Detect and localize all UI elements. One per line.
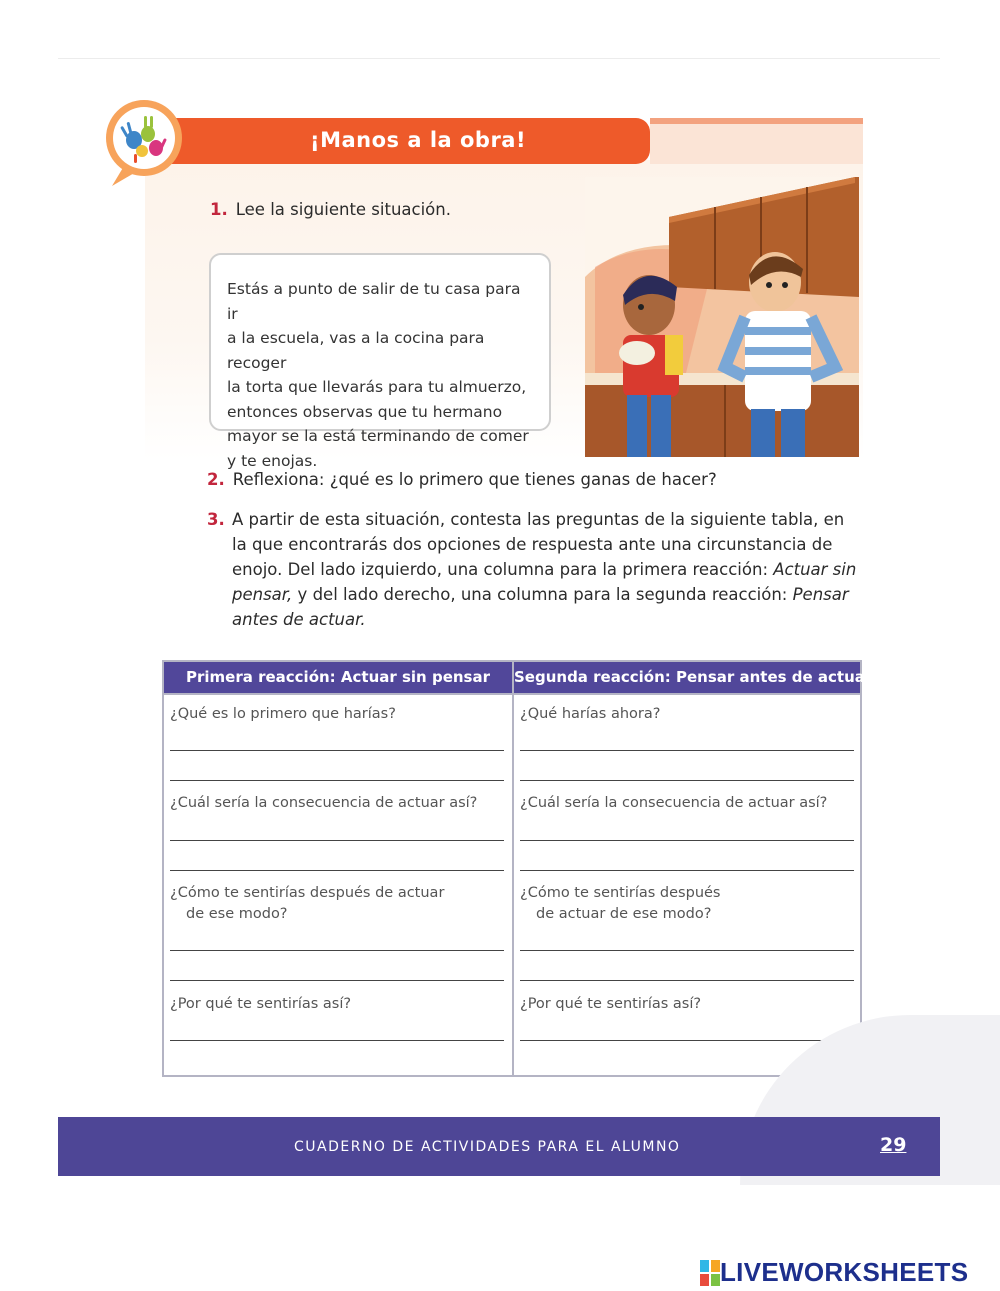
question-label-continued: de actuar de ese modo?: [536, 906, 712, 922]
step-3: [207, 507, 857, 632]
question-label: ¿Cuál sería la consecuencia de actuar así?: [170, 795, 478, 811]
footer-text: CUADERNO DE ACTIVIDADES PARA EL ALUMNO: [294, 1139, 681, 1155]
step-2: [207, 467, 717, 492]
page-footer: [58, 1117, 940, 1176]
situation-line: y te enojas.: [227, 451, 318, 470]
answer-input[interactable]: [520, 926, 854, 952]
question-label-continued: de ese modo?: [186, 906, 288, 922]
step-1-text: Lee la siguiente situación.: [235, 200, 451, 219]
answer-input[interactable]: [170, 956, 504, 982]
step-3-number: 3.: [207, 510, 225, 529]
section-banner: [160, 118, 863, 164]
question-label: ¿Qué harías ahora?: [520, 706, 661, 722]
reaction-table: [162, 660, 873, 1077]
question-label: ¿Cómo te sentirías después de actuar: [170, 885, 445, 901]
question-label: ¿Qué es lo primero que harías?: [170, 706, 396, 722]
column-header-second-reaction: Segunda reacción: Pensar antes de actuar: [514, 662, 860, 693]
liveworksheets-badge-icon: [700, 1260, 720, 1286]
situation-box: [209, 253, 551, 470]
situation-line: a la escuela, vas a la cocina para recoger: [227, 329, 485, 372]
question-label: ¿Por qué te sentirías así?: [520, 996, 702, 1012]
question-label: ¿Por qué te sentirías así?: [170, 996, 352, 1012]
situation-line: la torta que llevarás para tu almuerzo,: [227, 378, 527, 396]
answer-input[interactable]: [520, 846, 854, 872]
top-divider: [58, 58, 940, 59]
situation-line: Estás a punto de salir de tu casa para ir: [227, 280, 521, 323]
liveworksheets-wordmark: LIVEWORKSHEETS: [720, 1257, 969, 1287]
answer-input[interactable]: [520, 956, 854, 982]
answer-input[interactable]: [170, 756, 504, 782]
answer-input[interactable]: [520, 726, 854, 752]
answer-input[interactable]: [170, 1016, 504, 1042]
answer-input[interactable]: [170, 846, 504, 872]
answer-input[interactable]: [170, 816, 504, 842]
page-number: 29: [880, 1134, 907, 1156]
answer-input[interactable]: [170, 926, 504, 952]
step-3-text: A partir de esta situación, contesta las preguntas de la siguiente tabla, en la que encontrarás dos opciones de respuesta ante una circunstancia de enojo. Del lado izquierdo, una columna para la primera reacción: Actuar sin pensar, y del lado derecho, una columna para la segunda reacción: Pensar antes de actuar.: [232, 510, 857, 629]
step-2-text: Reflexiona: ¿qué es lo primero que tienes ganas de hacer?: [232, 470, 717, 489]
question-label: ¿Cómo te sentirías después: [520, 885, 721, 901]
answer-input[interactable]: [520, 816, 854, 842]
step-1-number: 1.: [210, 200, 228, 219]
kitchen-brothers-illustration: [585, 177, 859, 457]
answer-input[interactable]: [170, 726, 504, 752]
hands-logo-icon: [104, 96, 190, 188]
liveworksheets-logo: [700, 1257, 968, 1285]
step-2-number: 2.: [207, 470, 225, 489]
situation-line: entonces observas que tu hermano: [227, 402, 503, 421]
banner-title: ¡Manos a la obra!: [310, 128, 527, 152]
step-1: [210, 197, 451, 222]
answer-input[interactable]: [520, 1016, 854, 1042]
situation-line: mayor se la está terminando de comer: [227, 427, 529, 445]
column-header-first-reaction: Primera reacción: Actuar sin pensar: [164, 662, 512, 693]
answer-input[interactable]: [520, 756, 854, 782]
question-label: ¿Cuál sería la consecuencia de actuar así?: [520, 795, 828, 811]
